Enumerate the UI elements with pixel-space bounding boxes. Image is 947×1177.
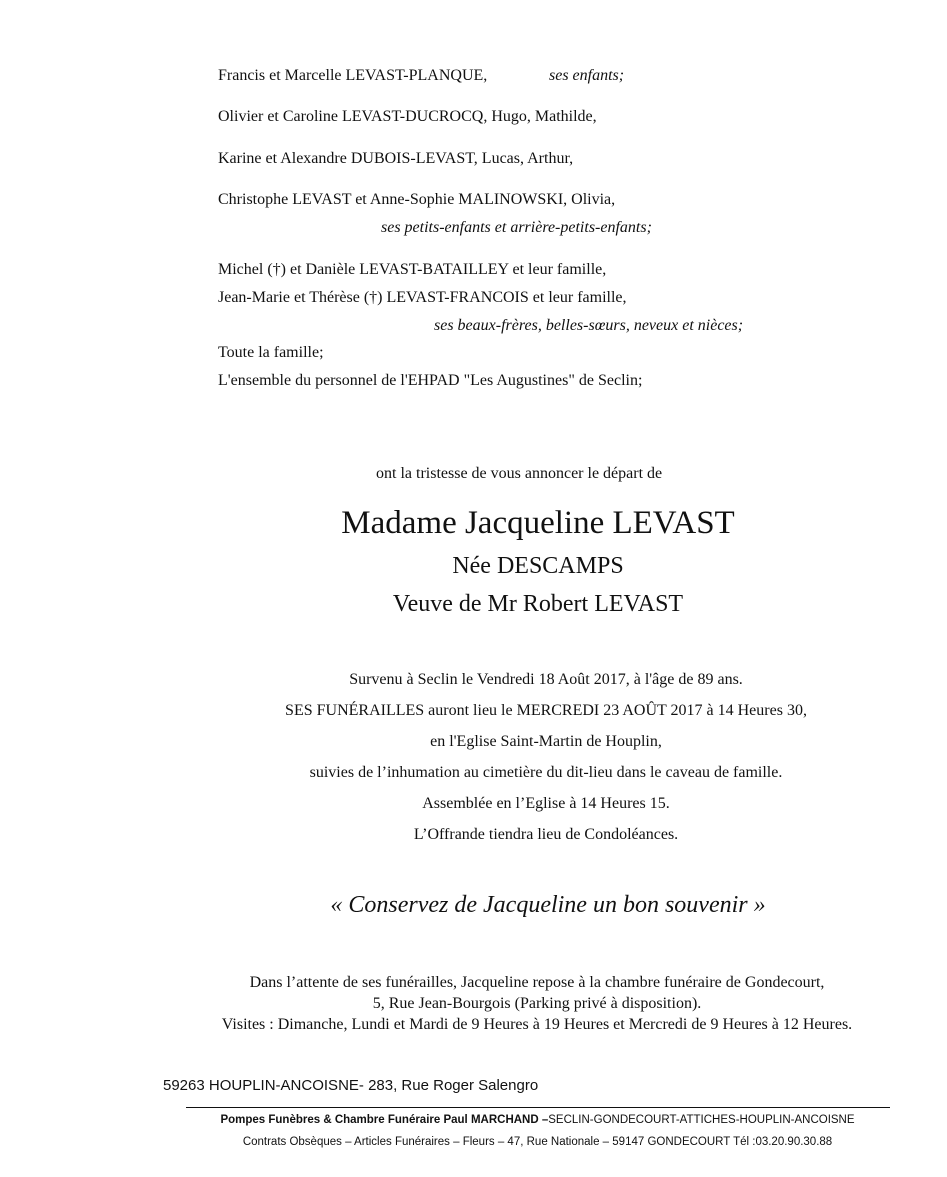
detail-funeral: SES FUNÉRAILLES auront lieu le MERCREDI 23 AOÛT 2017 à 14 Heures 30, (285, 702, 807, 719)
detail-offering: L’Offrande tiendra lieu de Condoléances. (413, 826, 679, 843)
family-line-8: L'ensemble du personnel de l'EHPAD "Les Augustines" de Seclin; (218, 372, 643, 389)
detail-burial: suivies de l’inhumation au cimetière du dit-lieu dans le caveau de famille. (309, 764, 783, 781)
repose-line-1: Dans l’attente de ses funérailles, Jacqueline repose à la chambre funéraire de Gondecourt, (249, 974, 825, 991)
family-line-1-names: Francis et Marcelle LEVAST-PLANQUE, (218, 67, 488, 84)
footer-services: Contrats Obsèques – Articles Funéraires – Fleurs – 47, Rue Nationale – 59147 GONDECOURT Tél :03.20.90.30.88 (242, 1136, 833, 1148)
deceased-name: Madame Jacqueline LEVAST (341, 505, 735, 541)
family-line-2: Olivier et Caroline LEVAST-DUCROCQ, Hugo, Mathilde, (218, 108, 597, 125)
footer-divider (186, 1107, 890, 1108)
maiden-name: Née DESCAMPS (452, 553, 624, 579)
family-line-1-role: ses enfants; (549, 67, 625, 84)
memorial-quote: « Conservez de Jacqueline un bon souvenir » (330, 892, 766, 918)
family-line-3: Karine et Alexandre DUBOIS-LEVAST, Lucas, Arthur, (218, 150, 574, 167)
family-line-4-role: ses petits-enfants et arrière-petits-enfants; (381, 219, 652, 236)
footer-locations: SECLIN-GONDECOURT-ATTICHES-HOUPLIN-ANCOISNE (548, 1114, 855, 1126)
family-line-6: Jean-Marie et Thérèse (†) LEVAST-FRANCOIS et leur famille, (218, 289, 627, 306)
family-line-6-role: ses beaux-frères, belles-sœurs, neveux et nièces; (434, 317, 744, 334)
repose-visits: Visites : Dimanche, Lundi et Mardi de 9 Heures à 19 Heures et Mercredi de 9 Heures à 12 Heures. (221, 1016, 853, 1033)
widow-of: Veuve de Mr Robert LEVAST (392, 591, 684, 617)
detail-church: en l'Eglise Saint-Martin de Houplin, (430, 733, 662, 750)
detail-death: Survenu à Seclin le Vendredi 18 Août 2017, à l'âge de 89 ans. (349, 671, 743, 688)
family-line-1 (218, 67, 487, 85)
detail-assembly: Assemblée en l’Eglise à 14 Heures 15. (422, 795, 670, 812)
family-line-5: Michel (†) et Danièle LEVAST-BATAILLEY et leur famille, (218, 261, 607, 278)
footer-company-line (0, 1114, 947, 1126)
footer-company: Pompes Funèbres & Chambre Funéraire Paul MARCHAND – (220, 1114, 549, 1126)
home-address: 59263 HOUPLIN-ANCOISNE- 283, Rue Roger Salengro (163, 1077, 539, 1094)
family-line-7: Toute la famille; (218, 344, 324, 361)
announcement-intro: ont la tristesse de vous annoncer le départ de (376, 465, 663, 482)
repose-line-2: 5, Rue Jean-Bourgois (Parking privé à disposition). (372, 995, 702, 1012)
family-line-4: Christophe LEVAST et Anne-Sophie MALINOWSKI, Olivia, (218, 191, 616, 208)
